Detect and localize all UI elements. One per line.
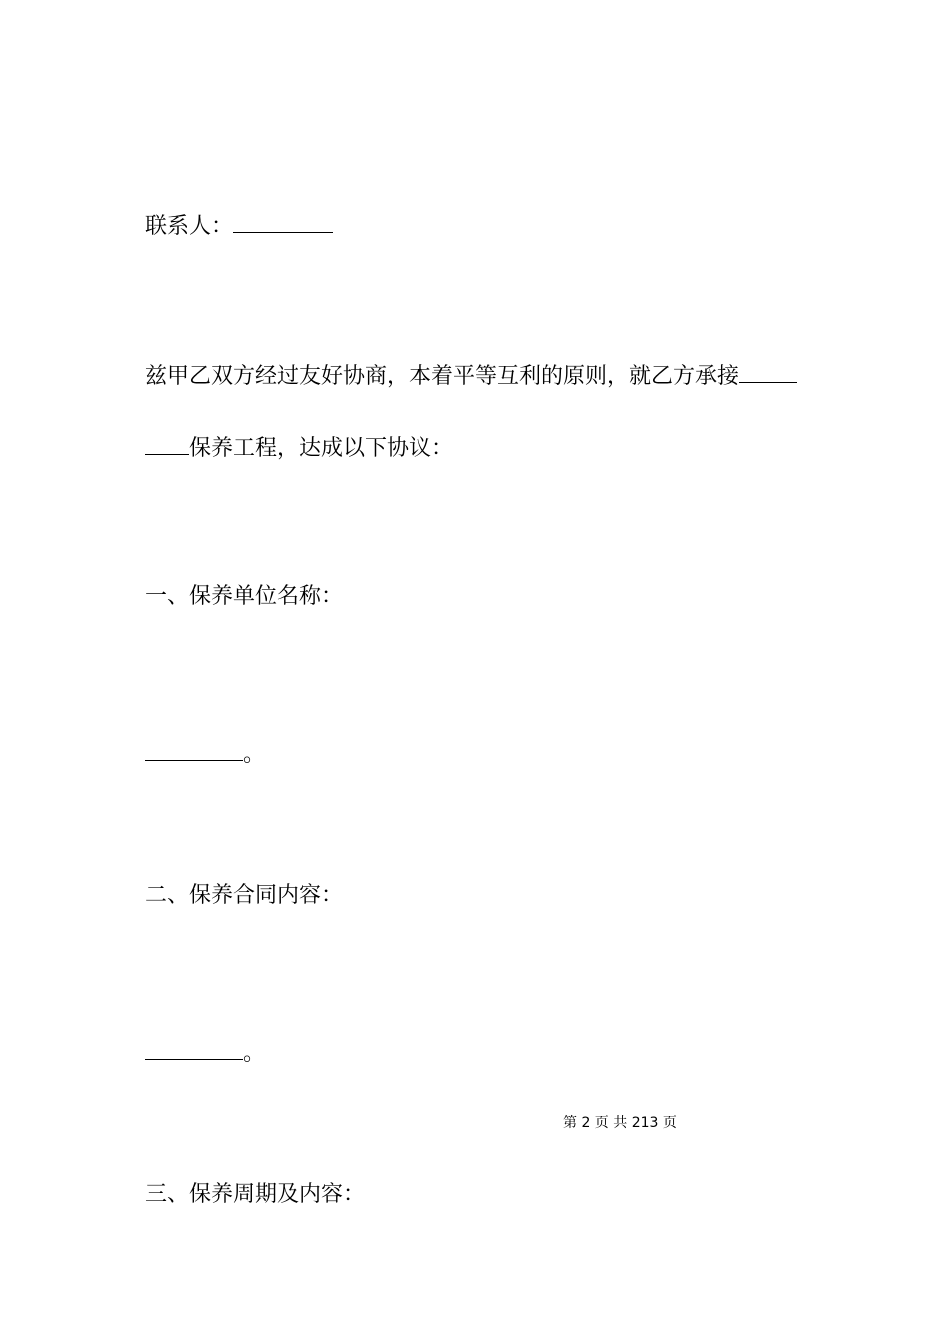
section-1-fill-line	[145, 738, 265, 770]
contact-blank	[233, 210, 333, 233]
contact-line	[145, 210, 333, 242]
intro-text-2: 保养工程，达成以下协议：	[189, 436, 454, 461]
project-blank-part1	[739, 360, 797, 383]
unit-name-blank	[145, 738, 243, 761]
page-footer: 第 2 页 共 213 页	[563, 1115, 677, 1131]
section-2-heading: 二、保养合同内容：	[145, 883, 344, 908]
section-1-heading: 一、保养单位名称：	[145, 584, 344, 609]
contract-content-blank	[145, 1037, 243, 1060]
section-2-fill-line	[145, 1037, 265, 1069]
project-blank-part2	[145, 432, 189, 455]
contact-label: 联系人：	[145, 214, 234, 239]
section-1-tail: 。	[243, 742, 266, 767]
intro-line-1	[145, 360, 797, 392]
intro-line-2	[145, 432, 453, 464]
intro-text-1: 兹甲乙双方经过友好协商，本着平等互利的原则，就乙方承接	[145, 364, 740, 389]
section-3-heading: 三、保养周期及内容：	[145, 1182, 366, 1207]
section-2-tail: 。	[243, 1041, 266, 1066]
